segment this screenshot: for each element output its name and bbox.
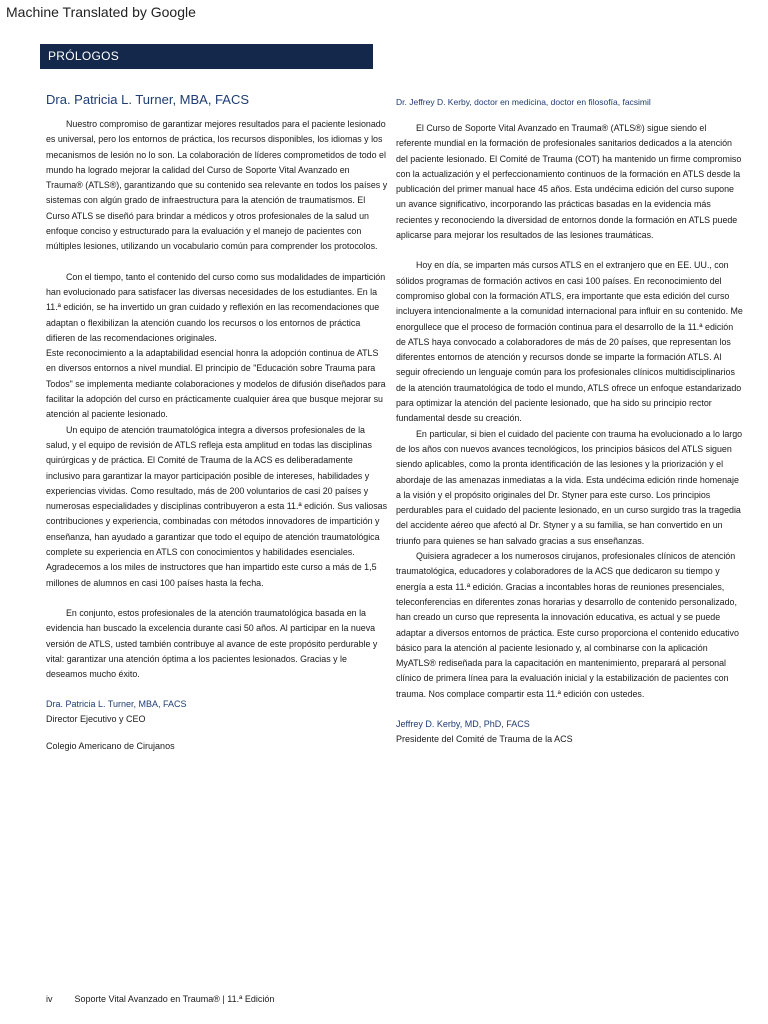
- footer-title: Soporte Vital Avanzado en Trauma® | 11.ª Edición: [74, 994, 275, 1004]
- page-footer: [46, 994, 274, 1004]
- section-title: PRÓLOGOS: [48, 49, 120, 63]
- left-paragraph: Con el tiempo, tanto el contenido del curso como sus modalidades de impartición han evolucionado para satisfacer las diversas necesidades de los estudiantes. En la 11.ª edición, se ha invertido un gran cuidado y reflexión en las recomendaciones que adaptan o flexibilizan la atención cuando los recursos o los entornos de práctica difieren de las recomendaciones originales.: [46, 271, 386, 343]
- right-author-heading: Dr. Jeffrey D. Kerby, doctor en medicina, doctor en filosofía, facsimil: [396, 97, 651, 107]
- right-paragraph: Quisiera agradecer a los numerosos cirujanos, profesionales clínicos de atención traumatológica, educadores y colaboradores de la ACS que dedicaron su tiempo y energía a esta 11.ª edición. Gracias a incontables horas de reuniones presenciales, teleconferencias en diferentes zonas horarias y desarrollo de contenido personalizado, han creado un curso que representa la innovación educativa, es actual y se puede adaptar a diversos entornos de práctica. Este curso proporciona el contenido educativo básico para la atención al paciente lesionado y, al combinarse con la aplicación MyATLS® rediseñada para la capacitación en mantenimiento, preparará al personal clínico de primera línea para la evaluación inicial y la estabilización de pacientes con trauma. Nos complace compartir esta 11.ª edición con ustedes.: [396, 551, 739, 699]
- left-signature-name: Dra. Patricia L. Turner, MBA, FACS: [46, 699, 187, 710]
- left-paragraph: Nuestro compromiso de garantizar mejores resultados para el paciente lesionado es universal, pero los entornos de práctica, los recursos disponibles, los idiomas y los mecanismos de lesión no lo son. La colaboración de líderes comprometidos de todo el mundo ha logrado mejorar la calidad del Curso de Soporte Vital Avanzado en Trauma® (ATLS®), garantizando que su contenido sea relevante en todos los países y sistemas con algún grado de infraestructura para la atención de traumatismos. El Curso ATLS se diseñó para brindar a médicos y otros profesionales de la salud un enfoque conciso y estructurado para la evaluación y el manejo de pacientes con múltiples lesiones, utilizando un vocabulario común para comprender los protocolos.: [46, 119, 388, 252]
- right-paragraph: Hoy en día, se imparten más cursos ATLS en el extranjero que en EE. UU., con sólidos programas de formación activos en casi 100 países. En reconocimiento del compromiso global con la formación ATLS, era importante que esta edición del curso incluyera intencionalmente a la comunidad internacional para influir en su contenido. Me enorgullece que el proceso de formación continua para el desarrollo de la 11.ª edición de ATLS haya convocado a colaboradores de más de 20 países, que representan los diferentes entornos de atención y recursos donde se imparte la formación ATLS. Al seguir ofreciendo un lenguaje común para los profesionales clínicos multidisciplinarios de la atención traumatológica de todo el mundo, ATLS ofrece un enfoque estandarizado para optimizar la atención del paciente lesionado, que ha sido su principio rector fundamental desde su creación.: [396, 260, 743, 424]
- right-body: [396, 121, 744, 702]
- left-author-heading: Dra. Patricia L. Turner, MBA, FACS: [46, 92, 250, 107]
- left-signature-role: Director Ejecutivo y CEO: [46, 714, 146, 725]
- section-title-bar: [40, 44, 373, 69]
- left-paragraph: Un equipo de atención traumatológica integra a diversos profesionales de la salud, y el equipo de revisión de ATLS refleja esta amplitud en todas las disciplinas quirúrgicas y de práctica. El Comité de Trauma de la ACS es deliberadamente inclusivo para garantizar la mayor participación posible de intereses, habilidades y experiencias vividas. Como resultado, más de 200 voluntarios de casi 20 países y numerosas especialidades y disciplinas contribuyeron a esta 11.ª edición. Sus valiosas contribuciones y experiencia, combinadas con métodos innovadores de impartición y enseñanza, han ayudado a garantizar que todo el equipo de atención traumatológica complete su experiencia en ATLS con conocimientos y habilidades esenciales. Agradecemos a los miles de instructores que han impartido este curso a más de 1,5 millones de alumnos en casi 100 países hasta la fecha.: [46, 424, 388, 588]
- left-paragraph: En conjunto, estos profesionales de la atención traumatológica basada en la evidencia han buscado la excelencia durante casi 50 años. Al participar en la nueva versión de ATLS, usted también contribuye al avance de este propósito perdurable y vital: garantizar una atención óptima a los pacientes lesionados. Gracias y le deseamos mucho éxito.: [46, 607, 378, 680]
- foreword-left-column: [46, 92, 388, 751]
- right-paragraph: En particular, si bien el cuidado del paciente con trauma ha evolucionado a lo largo de los años con nuevos avances tecnológicos, los principios básicos del ATLS siguen siendo aplicables, como la pronta identificación de las lesiones y la priorización y el abordaje de las amenazas inmediatas a la vida. Esta undécima edición rinde homenaje a la visión y el propósito originales del Dr. Styner para este curso. Los principios perdurables para el cuidado del paciente lesionado, en un curso surgido tras la tragedia del accidente aéreo que afectó al Dr. Styner y a su familia, se han convertido en un triunfo para quienes se han salvado gracias a sus enseñanzas.: [396, 428, 743, 546]
- left-paragraph: Este reconocimiento a la adaptabilidad esencial honra la adopción continua de ATLS en diversos entornos a nivel mundial. El principio de "Educación sobre Trauma para Todos" se implementa mediante colaboraciones y modelos de difusión diseñados para facilitar la adopción del curso en prácticamente cualquier área que busque mejorar su atención al paciente lesionado.: [46, 348, 386, 420]
- left-signature-org: Colegio Americano de Cirujanos: [46, 741, 175, 752]
- left-body: [46, 117, 388, 682]
- right-signature-name: Jeffrey D. Kerby, MD, PhD, FACS: [396, 718, 530, 729]
- machine-translated-label: Machine Translated by Google: [6, 4, 196, 20]
- right-paragraph: El Curso de Soporte Vital Avanzado en Trauma® (ATLS®) sigue siendo el referente mundial en la formación de profesionales sanitarios dedicados a la atención del paciente lesionado. El Comité de Trauma (COT) ha mantenido un firme compromiso con la actualización y el perfeccionamiento continuos de la formación en ATLS desde la publicación del primer manual hace 45 años. Esta undécima edición del curso supone un avance significativo, incorporando las prácticas basadas en la evidencia más recientes y reconociendo la diversidad de entornos donde la formación en ATLS puede aplicarse para mejorar los resultados de las lesiones traumáticas.: [396, 123, 742, 241]
- page-number: iv: [46, 994, 53, 1004]
- right-signature-role: Presidente del Comité de Trauma de la ACS: [396, 733, 573, 744]
- foreword-right-column: [396, 92, 744, 747]
